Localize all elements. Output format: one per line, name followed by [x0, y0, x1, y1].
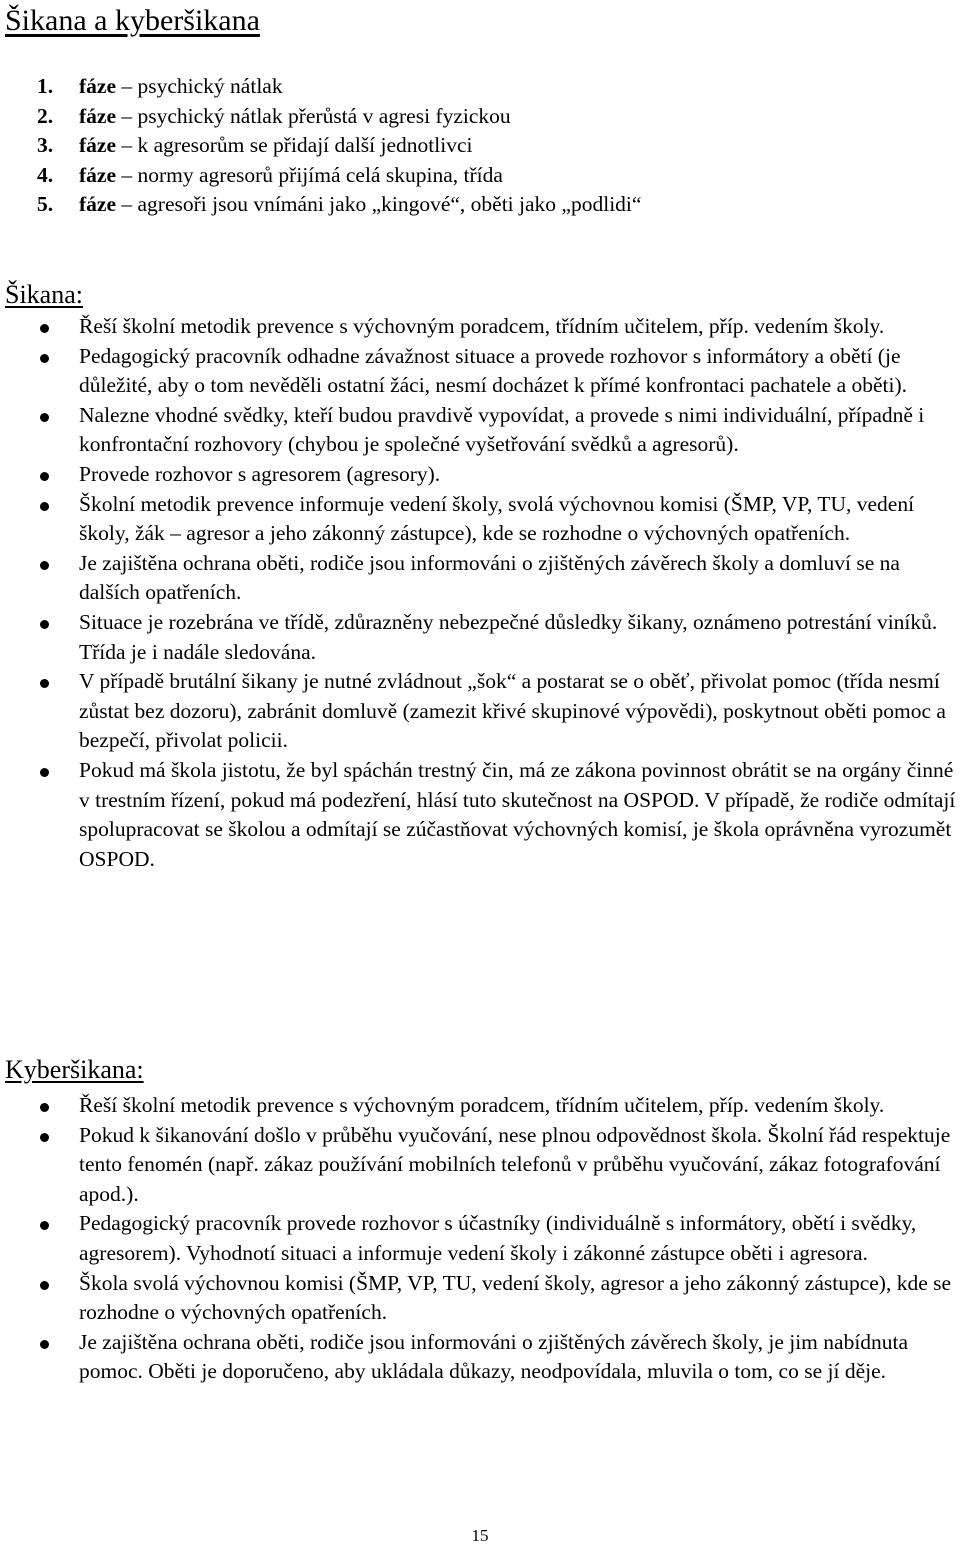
bullet-icon — [40, 502, 49, 511]
list-item-text: Školní metodik prevence informuje vedení školy, svolá výchovnou komisi (ŠMP, VP, TU, vedení školy, žák – agresor a jeho zákonný zástupce), kde se rozhodne o výchovných opatřeních. — [79, 491, 915, 546]
list-item-text: V případě brutální šikany je nutné zvládnout „šok“ a postarat se o oběť, přivolat pomoc (třída nesmí zůstat bez dozoru), zabránit domluvě (zamezit křivé skupinové výpovědi), poskytnout oběti pomoc a bezpečí, přivolat policii. — [79, 669, 946, 753]
list-item-text: Nalezne vhodné svědky, kteří budou pravdivě vypovídat, a provede s nimi individuální, případně i konfrontační rozhovory (chybou je společné vyšetřování svědků a agresorů). — [79, 402, 925, 457]
phase-keyword: fáze — [79, 133, 116, 157]
list-item — [79, 1091, 959, 1121]
phase-keyword: fáze — [79, 103, 116, 128]
list-item-text: Situace je rozebrána ve třídě, zdůrazněny nebezpečné důsledky šikany, oznámeno potrestání viníků. Třída je i nadále sledována. — [79, 609, 938, 664]
list-item-text: Pedagogický pracovník odhadne závažnost situace a provede rozhovor s informátory a obětí (je důležité, aby o tom nevěděli ostatní žáci, nesmí docházet k přímé konfrontaci pachatele a oběti). — [79, 343, 908, 398]
phase-text: – k agresorům se přidají další jednotlivci — [116, 133, 473, 157]
list-item-text: Pokud k šikanování došlo v průběhu vyučování, nese plnou odpovědnost škola. Školní řád respektuje tento fenomén (např. zákaz používání mobilních telefonů v průběhu vyučování, zákaz fotografování apod.). — [79, 1122, 951, 1206]
list-item-text: Pedagogický pracovník provede rozhovor s účastníky (individuálně s informátory, obětí i svědky, agresorem). Vyhodnotí situaci a informuje vedení školy i zákonné zástupce oběti i agresora. — [79, 1211, 917, 1265]
phase-text: – psychický nátlak — [116, 74, 283, 98]
list-item-text: Je zajištěna ochrana oběti, rodiče jsou informováni o zjištěných závěrech školy, je jim nabídnuta pomoc. Oběti je doporučeno, aby ukládala důkazy, neodpovídala, mluvila o tom, co se jí děje. — [79, 1329, 909, 1384]
list-item — [79, 490, 959, 549]
sikana-heading: Šikana: — [5, 280, 83, 309]
bullet-icon — [40, 620, 49, 629]
bullet-icon — [40, 472, 49, 481]
list-item — [79, 1121, 959, 1210]
list-item — [79, 608, 959, 667]
list-item — [79, 1269, 959, 1328]
sikana-list — [79, 312, 959, 874]
bullet-icon — [40, 679, 49, 688]
phase-list — [37, 72, 641, 220]
bullet-icon — [40, 1103, 49, 1112]
list-item — [79, 460, 959, 490]
phase-number: 2. — [37, 103, 54, 128]
phase-number: 5. — [37, 192, 54, 216]
list-item — [79, 1328, 959, 1387]
list-item — [79, 667, 959, 756]
phase-text: – normy agresorů přijímá celá skupina, třída — [116, 162, 503, 187]
phase-text: – agresoři jsou vnímáni jako „kingové“, oběti jako „podlidi“ — [116, 192, 642, 216]
kybersikana-list — [79, 1091, 959, 1387]
phase-keyword: fáze — [79, 162, 116, 187]
list-item — [79, 756, 959, 874]
phase-item — [37, 72, 641, 102]
bullet-icon — [40, 561, 49, 570]
list-item — [79, 1209, 959, 1268]
phase-item — [37, 102, 641, 132]
page-number: 15 — [471, 1526, 489, 1545]
list-item — [79, 312, 959, 342]
list-item — [79, 342, 959, 401]
phase-number: 3. — [37, 133, 54, 157]
phase-number: 4. — [37, 162, 54, 187]
phase-keyword: fáze — [79, 74, 116, 98]
phase-item — [37, 161, 641, 191]
phase-item — [37, 131, 641, 161]
page-title: Šikana a kyberšikana — [5, 4, 260, 37]
list-item-text: Provede rozhovor s agresorem (agresory). — [79, 461, 441, 486]
list-item-text: Řeší školní metodik prevence s výchovným poradcem, třídním učitelem, příp. vedením školy. — [79, 314, 885, 338]
bullet-icon — [40, 1221, 49, 1230]
list-item — [79, 401, 959, 460]
list-item — [79, 549, 959, 608]
phase-keyword: fáze — [79, 192, 116, 216]
list-item-text: Je zajištěna ochrana oběti, rodiče jsou informováni o zjištěných závěrech školy a domluví se na dalších opatřeních. — [79, 550, 900, 605]
phase-number: 1. — [37, 74, 54, 98]
phase-item — [37, 190, 641, 220]
phase-text: – psychický nátlak přerůstá v agresi fyzickou — [116, 103, 511, 128]
bullet-icon — [40, 413, 49, 422]
bullet-icon — [40, 1281, 49, 1290]
list-item-text: Řeší školní metodik prevence s výchovným poradcem, třídním učitelem, příp. vedením školy. — [79, 1093, 885, 1117]
bullet-icon — [40, 1133, 49, 1142]
bullet-icon — [40, 324, 49, 333]
bullet-icon — [40, 768, 49, 777]
list-item-text: Pokud má škola jistotu, že byl spáchán trestný čin, má ze zákona povinnost obrátit se na orgány činné v trestním řízení, pokud má podezření, hlásí tuto skutečnost na OSPOD. V případě, že rodiče odmítají spolupracovat se školou a odmítají se zúčastňovat výchovných komisí, je škola oprávněna vyrozumět OSPOD. — [79, 757, 956, 871]
kybersikana-heading: Kyberšikana: — [5, 1055, 144, 1084]
list-item-text: Škola svolá výchovnou komisi (ŠMP, VP, TU, vedení školy, agresor a jeho zákonný zástupce), kde se rozhodne o výchovných opatřeních. — [79, 1270, 952, 1325]
bullet-icon — [40, 1340, 49, 1349]
bullet-icon — [40, 354, 49, 363]
